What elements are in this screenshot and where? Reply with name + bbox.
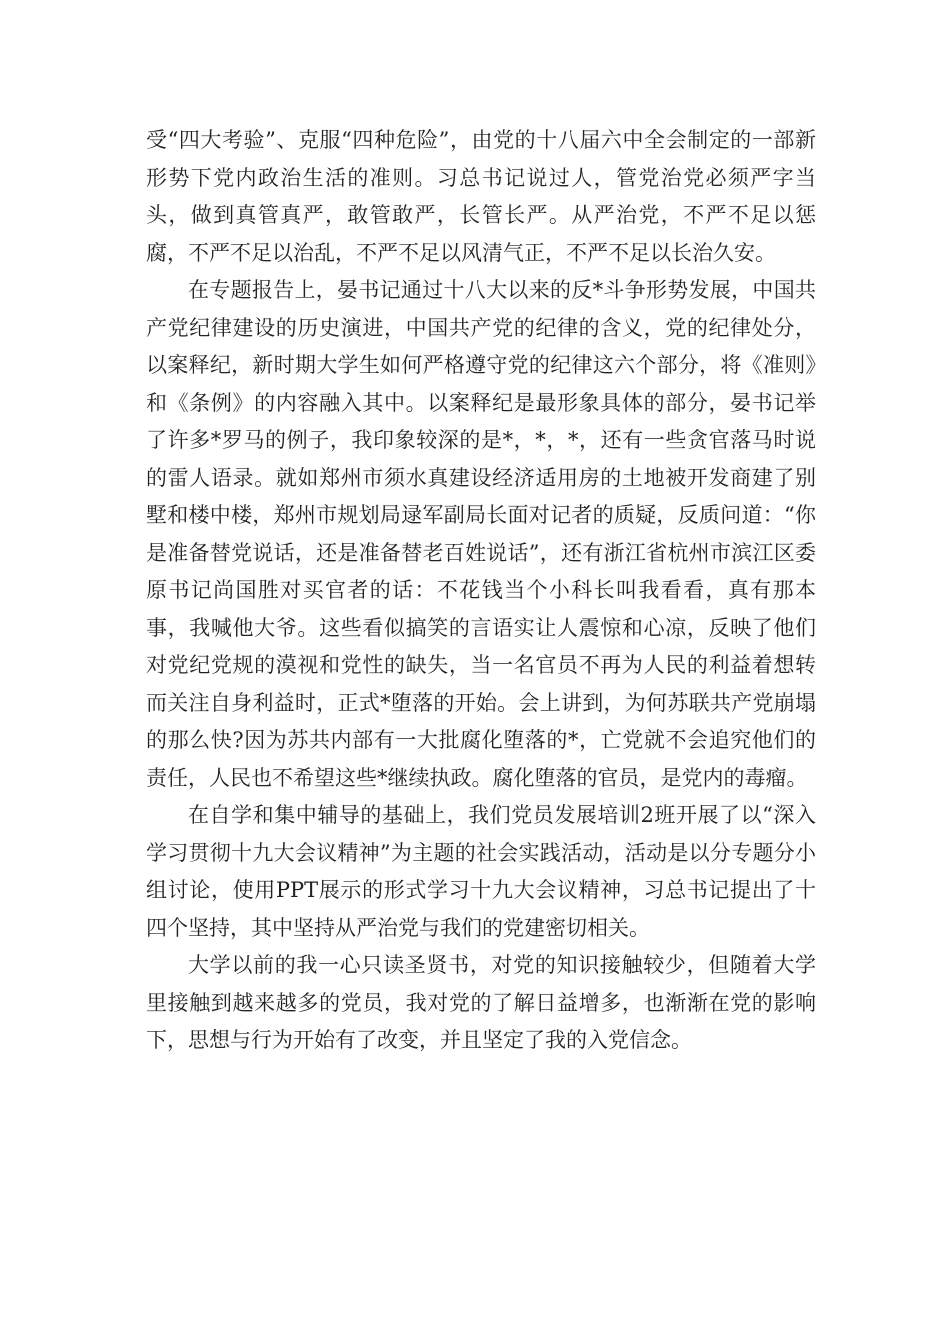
paragraph-3: 在自学和集中辅导的基础上，我们党员发展培训2班开展了以“深入学习贯彻十九大会议精神”为主题的社会实践活动，活动是以分专题分小组讨论，使用PPT展示的形式学习十九大会议精神，习总书记提出了十四个坚持，其中坚持从严治党与我们的党建密切相关。 xyxy=(146,803,816,940)
paragraph-4: 大学以前的我一心只读圣贤书，对党的知识接触较少，但随着大学里接触到越来越多的党员，我对党的了解日益增多，也渐渐在党的影响下，思想与行为开始有了改变，并且坚定了我的入党信念。 xyxy=(146,953,816,1052)
document-body xyxy=(146,122,816,1060)
paragraph-1: 受“四大考验”、克服“四种危险”，由党的十八届六中全会制定的一部新形势下党内政治生活的准则。习总书记说过人，管党治党必须严字当头，做到真管真严，敢管敢严，长管长严。从严治党，不严不足以惩腐，不严不足以治乱，不严不足以风清气正，不严不足以长治久安。 xyxy=(146,128,816,265)
paragraph-2: 在专题报告上，晏书记通过十八大以来的反*斗争形势发展，中国共产党纪律建设的历史演进，中国共产党的纪律的含义，党的纪律处分，以案释纪，新时期大学生如何严格遵守党的纪律这六个部分，将《准则》和《条例》的内容融入其中。以案释纪是最形象具体的部分，晏书记举了许多*罗马的例子，我印象较深的是*，*，*，还有一些贪官落马时说的雷人语录。就如郑州市须水真建设经济适用房的土地被开发商建了别墅和楼中楼，郑州市规划局逯军副局长面对记者的质疑，反质问道：“你是准备替党说话，还是准备替老百姓说话”，还有浙江省杭州市滨江区委原书记尚国胜对买官者的话：不花钱当个小科长叫我看看，真有那本事，我喊他大爷。这些看似搞笑的言语实让人震惊和心凉，反映了他们对党纪党规的漠视和党性的缺失，当一名官员不再为人民的利益着想转而关注自身利益时，正式*堕落的开始。会上讲到，为何苏联共产党崩塌的那么快?因为苏共内部有一大批腐化堕落的*，亡党就不会追究他们的责任，人民也不希望这些*继续执政。腐化堕落的官员，是党内的毒瘤。 xyxy=(146,278,816,790)
